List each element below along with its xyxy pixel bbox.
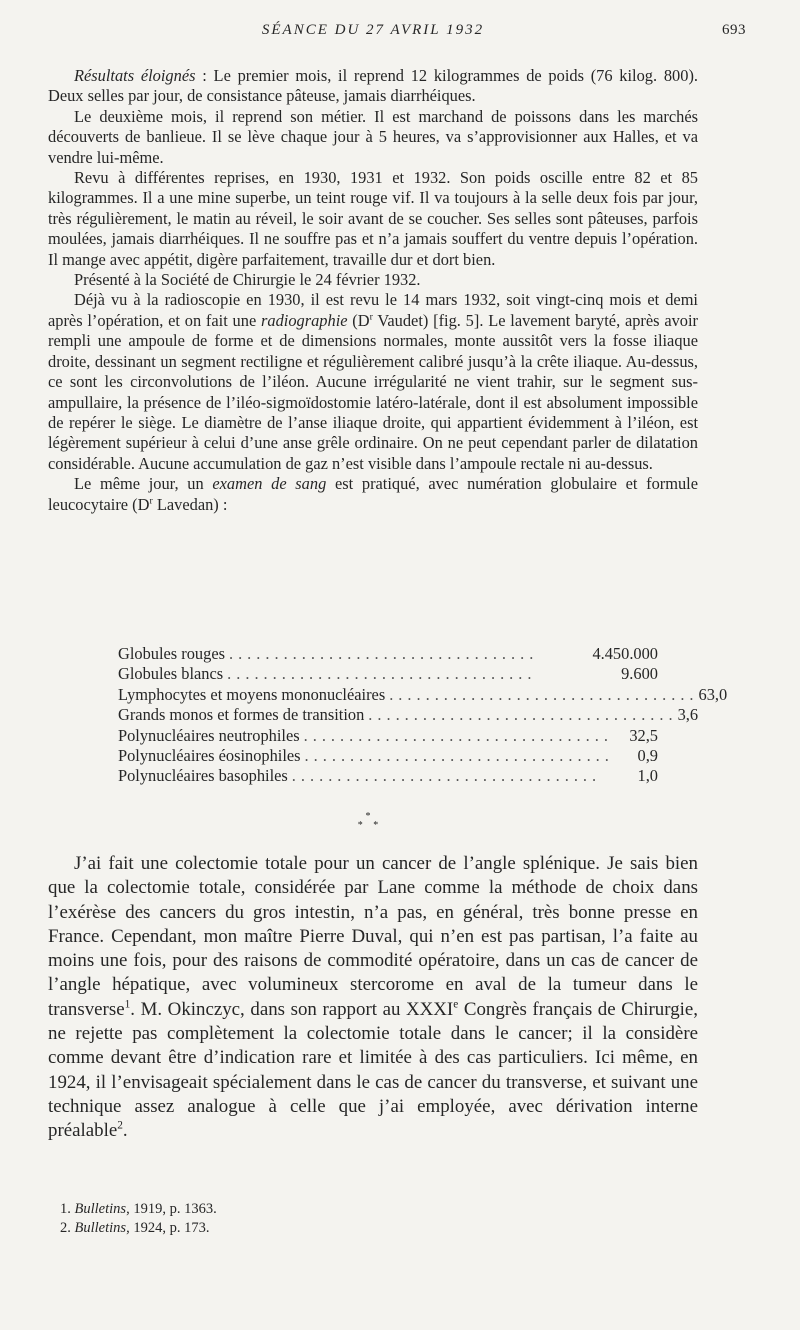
table-row: Globules blancs .................................. 9.600 xyxy=(118,664,658,684)
paragraph-presented: Présenté à la Société de Chirurgie le 24 février 1932. xyxy=(74,270,421,290)
page-header xyxy=(48,22,746,44)
paragraph-second-month: Le deuxième mois, il reprend son métier. Il est marchand de poissons dans les marchés découverts de banlieue. Il se lève chaque jour à 5 heures, va s’approvisionner aux Halles, et va vendre lui-même. xyxy=(48,106,698,167)
section-separator: * * * xyxy=(357,811,383,831)
table-row: Polynucléaires neutrophiles .................................. 32,5 xyxy=(118,725,658,745)
table-row: Polynucléaires basophiles .................................. 1,0 xyxy=(118,766,658,786)
paragraph-radiography: Déjà vu à la radioscopie en 1930, il est revu le 14 mars 1932, soit vingt-cinq mois et demi après l’opération, et on fait une radiographie ($D^r$ Vaudet) [fig. 5]. Le lavement baryté, après avoir rempli une ampoule de forme et de dimensions normales, monte aussitôt vers la fosse iliaque droite, dessinant un segment rectiligne et régulièrement calibré jusqu’à la crête iliaque. Au-dessus, ce sont les circonvolutions de l’iléon. Aucune irrégularité ne vient trahir, sur le segment sus-ampullaire, la présence de l’iléo-sigmoïdostomie latéro-latérale, dont il est absolument impossible de repérer le siège. Le diamètre de l’anse iliaque droite, qui appartient évidemment à l’iléon, est légèrement supérieur à celui d’une anse grêle ordinaire. On ne peut cependant parler de dilatation considérable. Aucune accumulation de gaz n’est visible dans l’ampoule rectale ni au-dessus. xyxy=(48,290,698,473)
table-row: Grands monos et formes de transition .................................. 3,6 xyxy=(118,705,699,725)
late-results-heading: Résultats éloignés xyxy=(74,66,196,85)
footnote-ref-1: 1 xyxy=(124,998,131,1011)
table-row: Lymphocytes et moyens mononucléaires .................................. 63,0 xyxy=(118,684,728,704)
table-row: Globules rouges .................................. 4.450.000 xyxy=(118,644,658,663)
case-report-text xyxy=(48,66,698,515)
page-number: 693 xyxy=(722,22,746,38)
main-text xyxy=(48,852,698,1144)
footnote-1: 1. Bulletins, 1919, p. 1363. xyxy=(60,1201,217,1217)
paragraph-blood-exam: Le même jour, un examen de sang est pratiqué, avec numération globulaire et formule leucocytaire ($D^r$ Lavedan) : xyxy=(48,474,698,514)
paragraph-follow-up: Revu à différentes reprises, en 1930, 1931 et 1932. Son poids oscille entre 82 et 85 kilogrammes. Il a une mine superbe, un teint rouge vif. Il va toujours à la selle deux fois par jour, très régulièrement, le matin au réveil, le soir avant de se coucher. Ses selles sont pâteuses, parfois moulées, jamais diarrhéiques. Il ne souffre pas et n’a jamais souffert du ventre depuis l’opération. Il mange avec appétit, digère parfaitement, travaille dur et dort bien. xyxy=(48,168,698,269)
blood-count-table xyxy=(118,644,728,787)
footnote-2: 2. Bulletins, 1924, p. 173. xyxy=(60,1219,210,1236)
running-title: SÉANCE DU 27 AVRIL 1932 xyxy=(261,22,485,38)
table-row: Polynucléaires éosinophiles .................................. 0,9 xyxy=(118,745,658,765)
footnote-ref-2: 2 xyxy=(117,1119,123,1132)
paragraph-late-results: Résultats éloignés : Le premier mois, il reprend 12 kilogrammes de poids (76 kilog. 800). Deux selles par jour, de consistance pâteuse, jamais diarrhéiques. xyxy=(48,66,698,106)
paragraph-colectomy: J’ai fait une colectomie totale pour un cancer de l’angle splénique. Je sais bien que la colectomie totale, considérée par Lane comme la méthode de choix dans l’exérèse des cancers du gros intestin, n’a pas, en général, très bonne presse en France. Cependant, mon maître Pierre Duval, qui n’en est pas partisan, l’a faite au moins une fois, pour des raisons de commodité opératoire, dans un cas de cancer de l’angle hépatique, avec volumineux stercorome en aval de la tumeur dans le transverse$^1$. M. Okinczyc, dans son rapport au XXXIe Congrès français de Chirurgie, ne rejette pas complètement la colectomie totale dans le cancer; il la considère comme devant être d’indication rare et limitée à des cas particuliers. Ici même, en 1924, il l’envisageait spécialement dans le cas de cancer du transverse, et suivant une technique assez analogue à celle que j’ai employée, avec dérivation interne préalable$^2$. xyxy=(48,853,698,1142)
footnotes xyxy=(60,1200,700,1237)
